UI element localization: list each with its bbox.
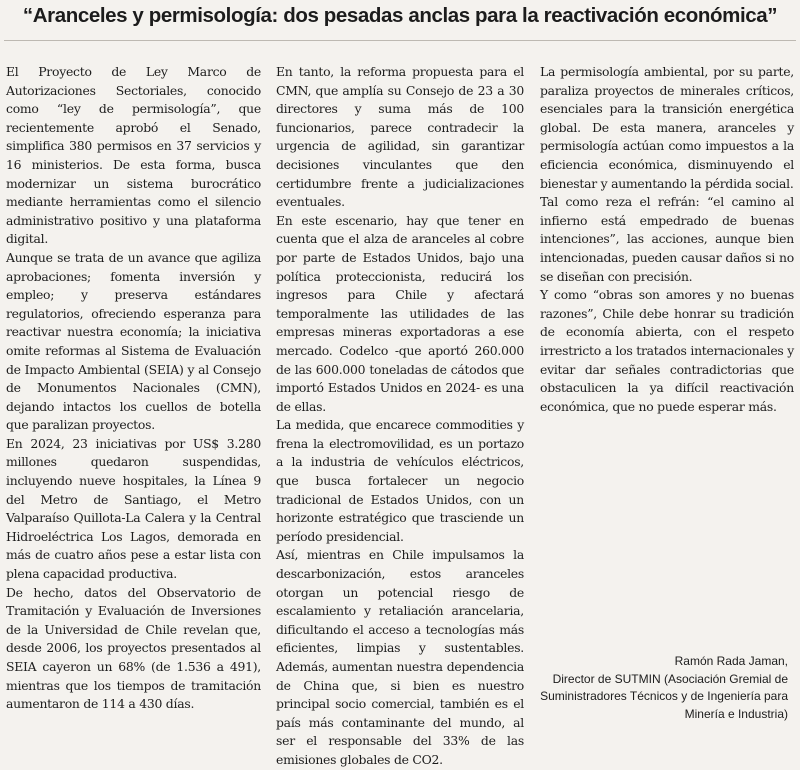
article-column-1 bbox=[6, 63, 261, 714]
article-paragraph: En este escenario, hay que tener en cuenta que el alza de aranceles al cobre por parte de Estados Unidos, bajo una política proteccionista, reducirá los ingresos para Chile y afectará temporalmente las utilidades de las empresas mineras exportadoras a ese mercado. Codelco -que aportó 260.000 de las 600.000 toneladas de cátodos que importó Estados Unidos en 2024- es una de ellas. bbox=[276, 212, 524, 414]
article-paragraph: Así, mientras en Chile impulsamos la descarbonización, estos aranceles otorgan un potencial riesgo de escalamiento y retaliación arancelaria, dificultando el acceso a tecnologías más eficientes, limpias y sustentables. Además, aumentan nuestra dependencia de China que, si bien es nuestro principal socio comercial, también es el país más contaminante del mundo, al ser el responsable del 33% de las emisiones globales de CO2. bbox=[276, 547, 524, 767]
headline-divider bbox=[4, 40, 796, 41]
article-column-3 bbox=[540, 63, 794, 416]
article-paragraph: El Proyecto de Ley Marco de Autorizaciones Sectoriales, conocido como “ley de permisología”, que recientemente aprobó el Senado, simplifica 380 permisos en 37 servicios y 16 ministerios. De esta forma, busca modernizar un sistema burocrático mediante herramientas como el silencio administrativo positivo y una plataforma digital. bbox=[6, 64, 261, 247]
author-name: Ramón Rada Jaman, bbox=[674, 654, 788, 668]
article-paragraph: La medida, que encarece commodities y frena la electromovilidad, es un portazo a la industria de vehículos eléctricos, que busca fortalecer un negocio tradicional de Estados Unidos, con un horizonte estratégico que trasciende un período presidencial. bbox=[276, 417, 524, 544]
author-title: Director de SUTMIN (Asociación Gremial de Suministradores Técnicos y de Ingeniería para Minería e Industria) bbox=[540, 671, 788, 721]
article-paragraph: La permisología ambiental, por su parte, paraliza proyectos de minerales críticos, esenciales para la transición energética global. De esta manera, aranceles y permisología actúan como impuestos a la eficiencia económica, disminuyendo el bienestar y aumentando la pérdida social. bbox=[540, 64, 794, 191]
article-paragraph: De hecho, datos del Observatorio de Tramitación y Evaluación de Inversiones de la Universidad de Chile revelan que, desde 2006, los proyectos presentados al SEIA cayeron un 68% (de 1.536 a 491), mientras que los tiempos de tramitación aumentaron de 114 a 430 días. bbox=[6, 584, 261, 712]
article-paragraph: En tanto, la reforma propuesta para el CMN, que amplía su Consejo de 23 a 30 directores y suma más de 100 funcionarios, parece contradecir la urgencia de agilidad, sin garantizar decisiones vinculantes que den certidumbre frente a judicializaciones eventuales. bbox=[276, 64, 524, 210]
article-paragraph: En 2024, 23 iniciativas por US$ 3.280 millones quedaron suspendidas, incluyendo nueve hospitales, la Línea 9 del Metro de Santiago, el Metro Valparaíso Quillota-La Calera y la Central Hidroeléctrica Los Lagos, demorada en más de cuatro años pese a estar lista con plena capacidad productiva. bbox=[6, 435, 261, 582]
article-paragraph: Tal como reza el refrán: “el camino al infierno está empedrado de buenas intenciones”, las acciones, aunque bien intencionadas, pueden causar daños si no se diseñan con precisión. bbox=[540, 194, 794, 284]
article-paragraph: Y como “obras son amores y no buenas razones”, Chile debe honrar su tradición de economía abierta, con el respeto irrestricto a los tratados internacionales y evitar dar señales contradictorias que obstaculicen la ya difícil reactivación económica, que no puede esperar más. bbox=[540, 287, 794, 414]
author-signature bbox=[498, 653, 788, 723]
article-column-2 bbox=[276, 63, 524, 770]
article-paragraph: Aunque se trata de un avance que agiliza aprobaciones; fomenta inversión y empleo; y preserva estándares regulatorios, ofreciendo esperanza para reactivar nuestra economía; la iniciativa omite reformas al Sistema de Evaluación de Impacto Ambiental (SEIA) y al Consejo de Monumentos Nacionales (CMN), dejando intactos los cuellos de botella que paralizan proyectos. bbox=[6, 249, 261, 433]
article-headline: “Aranceles y permisología: dos pesadas anclas para la reactivación económica” bbox=[22, 4, 778, 27]
